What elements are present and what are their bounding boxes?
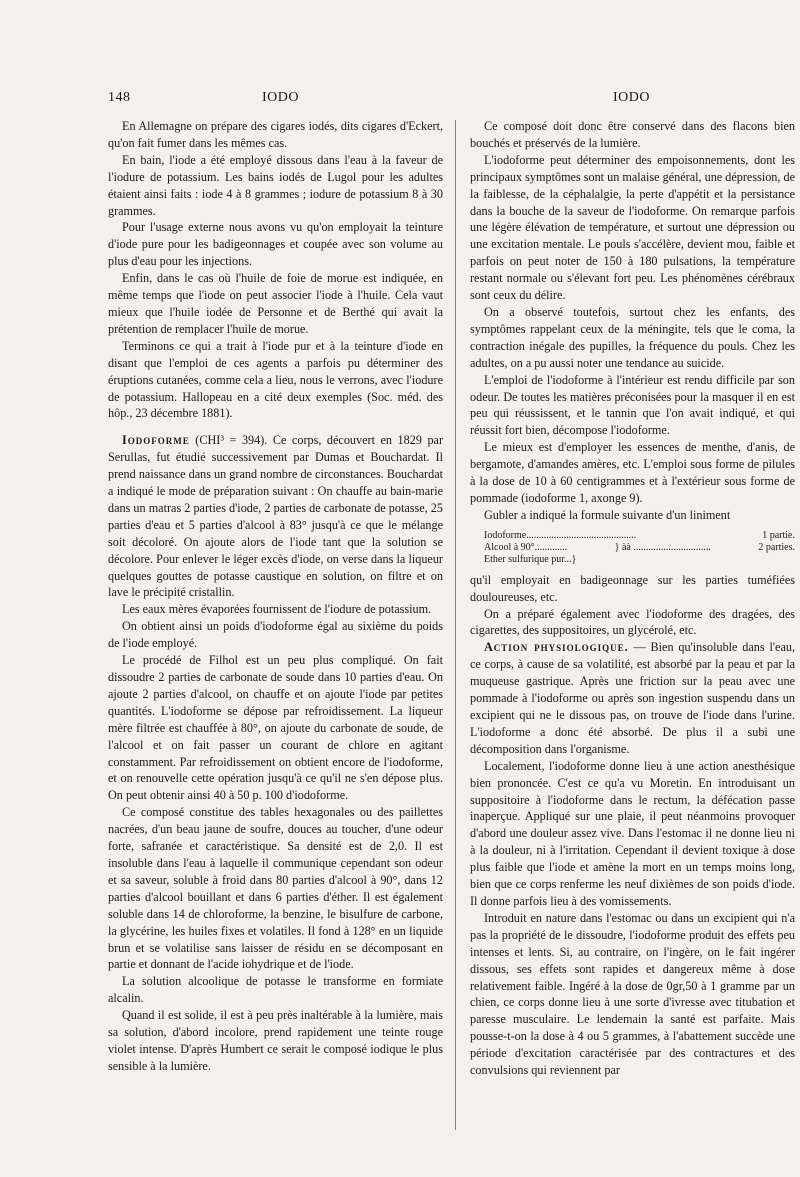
paragraph: Le procédé de Filhol est un peu plus compliqué. On fait dissoudre 2 parties de carbonate de soude dans 10 parties d'eau. On ajoute 2 parties d'alcool, on chauffe et on ajoute l'iode par petites quantités. L'iodoforme se dépose par refroidissement. La liqueur mère filtrée est chauffée à 80°, on ajoute du carbonate de soude, de l'alcool et on fait passer un courant de chlore en agitant constamment. Par refroidissement on obtient encore de l'iodoforme, et on renouvelle cette opération jusqu'à ce qu'il ne s'en dépose plus. On peut obtenir ainsi 40 à 50 p. 100 d'iodoforme.: [108, 653, 443, 803]
paragraph: En Allemagne on prépare des cigares iodés, dits cigares d'Eckert, qu'on fait fumer dans les mêmes cas.: [108, 119, 443, 150]
page-number: 148: [108, 90, 131, 105]
formula-row: [484, 530, 795, 542]
left-column: [108, 118, 443, 1075]
formula-ingredient: Alcool à 90°.............: [484, 541, 568, 553]
section-heading-action: Action physiologique.: [484, 640, 629, 655]
formula-ingredient: Ether sulfurique pur...}: [484, 553, 577, 565]
right-column: [470, 118, 795, 1079]
paragraph: Ce composé doit donc être conservé dans des flacons bien bouchés et préservés de la lumière.: [470, 119, 795, 150]
formula-ingredient: Iodoforme............................................: [484, 529, 637, 541]
left-running-title: IODO: [262, 90, 299, 105]
formula-quantity: 1 partie.: [762, 529, 795, 541]
paragraph-text: — Bien qu'insoluble dans l'eau, ce corps, à cause de sa volatilité, est absorbé par la peau et par la muqueuse gastrique. Après une friction sur la peau avec une pommade à l'iodoforme ou après son ingestion suspendu dans un excipient qui ne le dissous pas, on trouve de l'iode dans l'urine. L'iodoforme a donc été absorbé. De plus il a subi une décomposition dans l'organisme.: [470, 640, 795, 756]
paragraph: Terminons ce qui a trait à l'iode pur et à la teinture d'iode en disant que l'emploi de ces agents a parfois pu déterminer des éruptions cutanées, comme cela a lieu, nous le verrons, avec l'iodure de potassium. Hallopeau en a cité deux exemples (Soc. méd. des hôp., 23 décembre 1881).: [108, 338, 443, 421]
paragraph-action: [470, 639, 795, 757]
right-running-title: IODO: [613, 90, 650, 105]
paragraph: Ce composé constitue des tables hexagonales ou des paillettes nacrées, d'un beau jaune de soufre, douces au toucher, d'une odeur forte, safranée et caractéristique. Sa densité est de 2,0. Il est insoluble dans l'eau à laquelle il communique cependant son odeur et sa saveur, soluble à froid dans 80 parties d'alcool à 90°, dans 12 parties d'alcool bouillant et dans 6 parties d'éther. Il est également soluble dans 14 de chloroforme, la benzine, le bisulfure de carbone, la glycérine, les huiles fixes et volatiles. Il fond à 128° en un liquide brun et se volatilise sans laisser de résidu en se décomposant en partie et donnant de l'acide iohydrique et de l'iode.: [108, 805, 443, 972]
column-divider: [455, 120, 456, 1130]
formula-brace: } àà ...............................: [614, 541, 711, 553]
paragraph: On obtient ainsi un poids d'iodoforme égal au sixième du poids de l'iode employé.: [108, 619, 443, 651]
paragraph: Introduit en nature dans l'estomac ou dans un excipient qui n'a pas la propriété de le dissoudre, l'iodoforme produit des effets peu intenses et lents. Si, au contraire, on l'ingère, on le fait ingérer dissous, ses effets sont rapides et dangereux même à dose relativement faible. Ingéré à la dose de 0gr,50 à 1 gramme par un chien, ce corps donne lieu à une sorte d'ivresse avec titubation et paresse musculaire. Le lendemain la santé est parfaite. Mais pousse-t-on la dose à 4 ou 5 grammes, à l'abattement succède une période d'excitation caractérisée par des contractures et des convulsions qui reviennent par: [470, 910, 795, 1078]
paragraph: L'emploi de l'iodoforme à l'intérieur est rendu difficile par son odeur. De toutes les matières préconisées pour la masquer il en est peu qui réussissent, et le tannin que l'on avait indiqué, et qui réussit fort bien, décompose l'iodoforme.: [470, 372, 795, 438]
formula-row: [484, 554, 795, 566]
paragraph-iodoforme: [108, 432, 443, 601]
paragraph: Enfin, dans le cas où l'huile de foie de morue est indiquée, en même temps que l'iode on peut associer l'iode à l'huile. Cela vaut mieux que l'huile iodée de Personne et de Berthé qui avait la prétention de remplacer l'huile de morue.: [108, 271, 443, 336]
paragraph: Les eaux mères évaporées fournissent de l'iodure de potassium.: [122, 602, 432, 617]
paragraph: En bain, l'iode a été employé dissous dans l'eau à la faveur de l'iodure de potassium. Les bains iodés de Lugol pour les adultes étaient ainsi faits : iode 4 à 8 grammes ; iodure de potassium 8 à 30 grammes.: [108, 152, 443, 218]
paragraph: Gubler a indiqué la formule suivante d'un liniment: [484, 507, 731, 522]
liniment-formula: [484, 530, 795, 566]
paragraph: L'iodoforme peut déterminer des empoisonnements, dont les principaux symptômes sont un malaise général, une dépression, de la faiblesse, de la céphalalgie, la perte d'appétit et la persistance dans la bouche de la saveur de l'iodoforme. On remarque parfois une légère élévation de température, et surtout une dépression ou une excitation mentale. Le pouls s'accélère, devient mou, faible et parfois on peut noter de 150 à 180 pulsations, la température restant normale ou s'élevant fort peu. Les phénomènes cérébraux sont ceux du délire.: [470, 152, 795, 303]
paragraph: Quand il est solide, il est à peu près inaltérable à la lumière, mais sa solution, d'abord incolore, prend rapidement une teinte rouge violet intense. D'après Humbert ce serait le composé iodique le plus sensible à la lumière.: [108, 1008, 443, 1073]
paragraph: Le mieux est d'employer les essences de menthe, d'anis, de bergamote, d'amandes amères, etc. L'emploi sous forme de pilules à la dose de 10 à 60 centigrammes et à l'extérieur sous forme de pommade (iodoforme 1, axonge 9).: [470, 440, 795, 505]
paragraph: On a préparé également avec l'iodoforme des dragées, des cigarettes, des suppositoires, un glycérolé, etc.: [470, 606, 795, 638]
paragraph: On a observé toutefois, surtout chez les enfants, des symptômes rappelant ceux de la méningite, tels que le coma, la contraction inégale des pupilles, la fréquence du pouls. Chez les adultes, on a pu aussi noter une tendance au suicide.: [470, 304, 795, 370]
formula-row: [484, 542, 795, 554]
paragraph: qu'il employait en badigeonnage sur les parties tuméfiées douloureuses, etc.: [470, 572, 795, 604]
formula-quantity: 2 parties.: [758, 541, 795, 553]
paragraph: La solution alcoolique de potasse le transforme en formiate alcalin.: [108, 974, 443, 1006]
section-heading-iodoforme: Iodoforme: [122, 433, 190, 448]
paragraph: Localement, l'iodoforme donne lieu à une action anesthésique bien prononcée. C'est ce qu'a vu Moretin. En introduisant un suppositoire à l'iodoforme dans le rectum, la défécation passe inaperçue. Appliqué sur une plaie, il peut néanmoins provoquer d'abord une douleur assez vive. Dans l'estomac il ne donne lieu ni à la douleur, ni à l'irritation. Cependant il devient toxique à dose plus faible que l'iode et amène la mort en un temps moins long, bien que ce corps renferme les neuf dixièmes de son poids d'iode. Il donne parfois lieu à des vomissements.: [470, 758, 795, 908]
paragraph: Pour l'usage externe nous avons vu qu'on employait la teinture d'iode pure pour les badigeonnages et coupée avec son volume au plus d'eau pour les injections.: [108, 220, 443, 269]
paragraph-text: (CHI³ = 394). Ce corps, découvert en 1829 par Serullas, fut étudié successivement par Dumas et Bouchardat. Il prend naissance dans un grand nombre de circonstances. Bouchardat a indiqué le mode de préparation suivant : On chauffe au bain-marie dans un matras 2 parties d'iode, 2 parties de carbonate de potasse, 25 parties d'eau et 5 parties d'alcool à 83° jusqu'à ce que le mélange soit décoloré. On ajoute alors de l'iode tant que la solution se décolore. Pour enlever le léger excès d'iode, on verse dans la liqueur quelques gouttes de potasse caustique en solution, on filtre et on lave le précipité cristallin.: [108, 433, 444, 600]
